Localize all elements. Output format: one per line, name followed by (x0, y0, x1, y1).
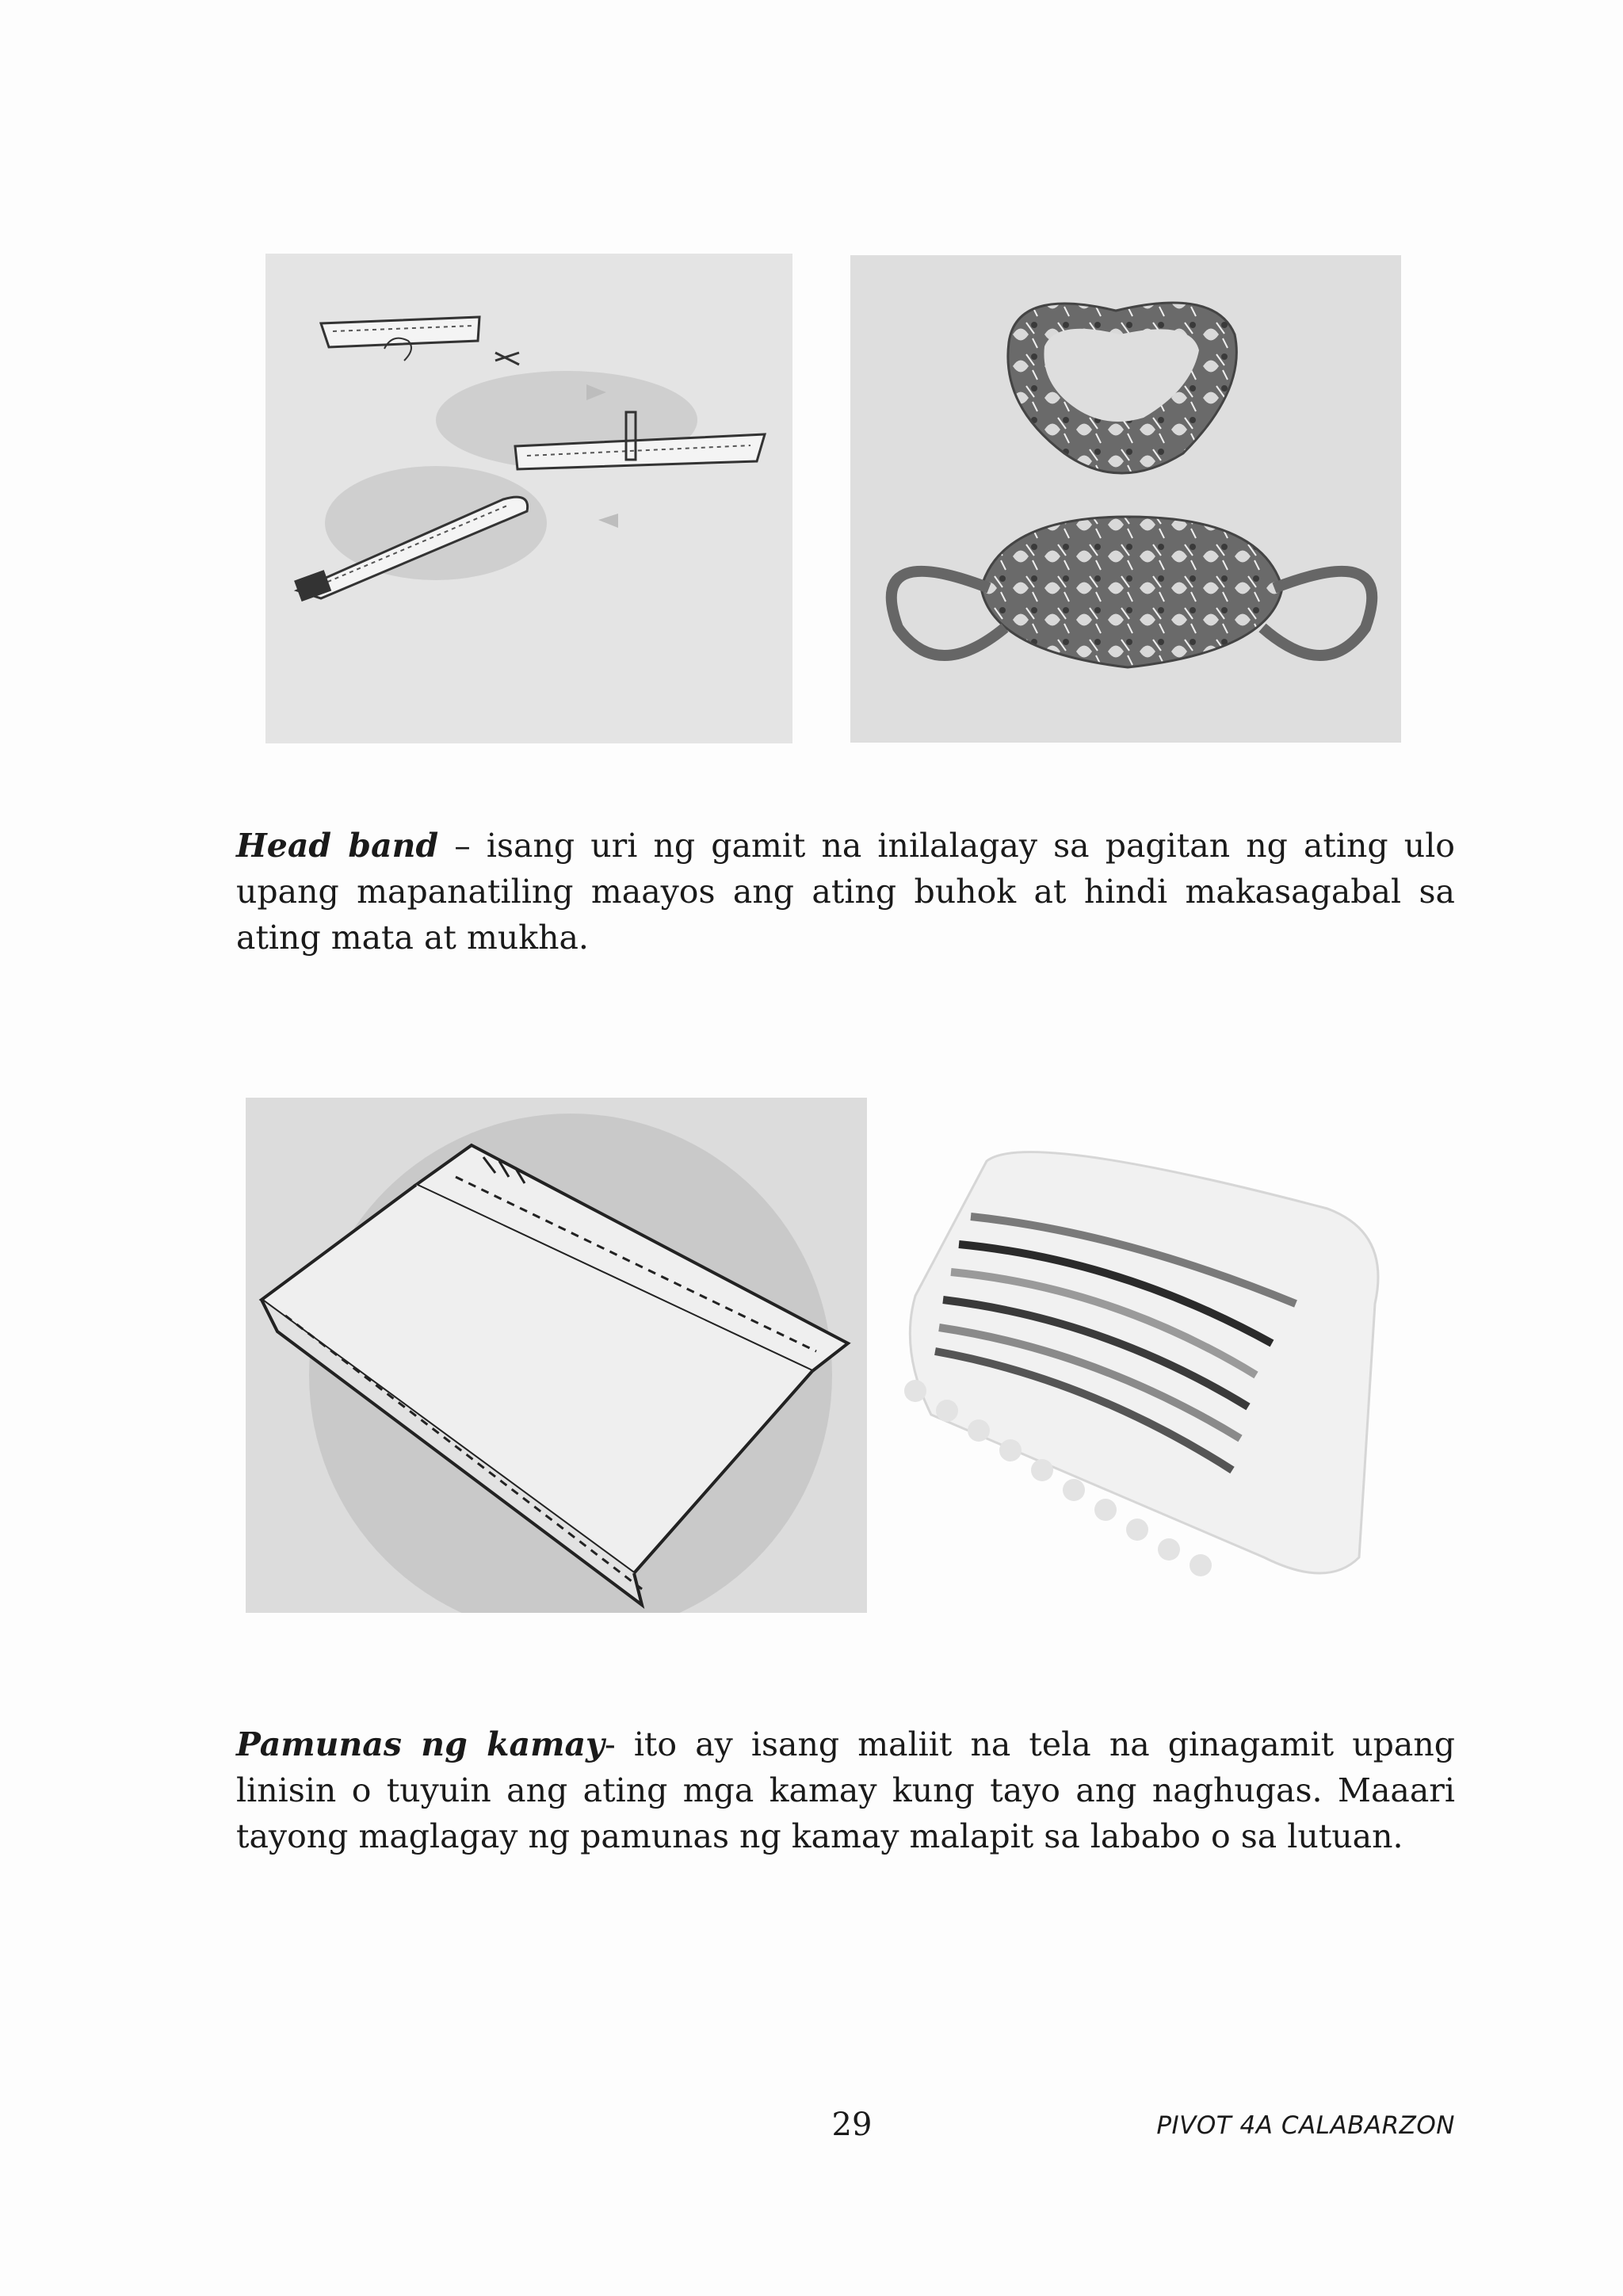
striped-towel-photo (884, 1114, 1391, 1605)
hand-towel-definition (236, 1721, 1455, 1859)
hand-towel-term: Pamunas ng kamay (236, 1725, 605, 1763)
footer-brand: PIVOT 4A CALABARZON (1156, 2111, 1455, 2140)
hand-towel-description: - ito ay isang maliit na tela na ginagamit upang linisin o tuyuin ang ating mga kamay kung tayo ang naghugas. Maaari tayong maglagay ng pamunas ng kamay malapit sa lababo o sa lutuan. (236, 1725, 1455, 1855)
headband-mask-photo (850, 255, 1401, 743)
headband-description: – isang uri ng gamit na inilalagay sa pagitan ng ating ulo upang mapanatiling maayos ang ating buhok at hindi makasagabal sa ating mata at mukha. (236, 827, 1455, 957)
page-number: 29 (831, 2107, 873, 2143)
headband-term: Head band (236, 827, 439, 865)
hand-towel-drawing (246, 1098, 867, 1613)
headband-definition (236, 823, 1455, 961)
headband-steps-illustration (265, 254, 792, 743)
